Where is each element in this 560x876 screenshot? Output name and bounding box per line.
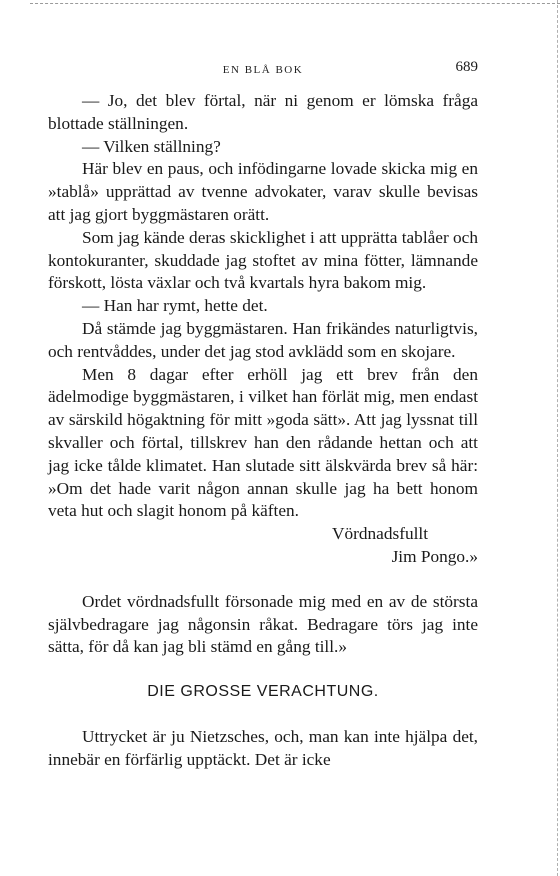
running-title: EN BLÅ BOK	[222, 64, 304, 76]
paragraph: Ordet vördnadsfullt försonade mig med en av de största självbedragare jag någonsin råkat. Bedragare törs jag inte sätta, för då kan jag bli stämd en gång till.»	[48, 591, 478, 657]
page-number: 689	[455, 59, 478, 75]
page-top-border	[30, 3, 560, 4]
letter-closing: Vördnadsfullt	[332, 524, 428, 544]
paragraph: Men 8 dagar efter erhöll jag ett brev från den ädelmodige byggmästaren, i vilket han förlät mig, men endast av särskild högaktning för mitt »goda sätt». Att jag lyssnat till skvaller och förtal, tillskrev han den rådande hettan och att jag icke tålde klimatet. Han slutade sitt älskvärda brev så här: »Om det hade varit någon annan skulle jag ha bett honom veta hut och slagit honom på käften.	[48, 364, 478, 521]
letter-signature: Jim Pongo.»	[391, 546, 478, 566]
paragraph: Uttrycket är ju Nietzsches, och, man kan inte hjälpa det, innebär en förfärlig upptäckt. Det är icke	[48, 726, 478, 769]
paragraph: — Han har rymt, hette det.	[82, 296, 268, 316]
page-header	[48, 58, 478, 82]
spacer	[48, 659, 478, 681]
paragraph: Här blev en paus, och infödingarne lovade skicka mig en »tablå» upprättad av tvenne advokater, varav skulle bevisas att jag gjort byggmästaren orätt.	[48, 159, 478, 224]
paragraph: — Jo, det blev förtal, när ni genom er lömska fråga blottade ställningen.	[48, 91, 478, 133]
page-right-border	[557, 0, 558, 876]
section-title: DIE GROSSE VERACHTUNG.	[147, 683, 379, 701]
paragraph: Som jag kände deras skicklighet i att upprätta tablåer och kontokuranter, skuddade jag stoftet av mina fötter, lämnande förskott, lösta växlar och två kvartals hyra bakom mig.	[48, 227, 478, 293]
spacer	[48, 704, 478, 726]
paragraph: Då stämde jag byggmästaren. Han frikändes naturligtvis, och rentvåddes, under det jag stod avklädd som en skojare.	[48, 318, 478, 361]
page-body	[48, 90, 478, 772]
spacer	[48, 569, 478, 591]
paragraph: — Vilken ställning?	[82, 136, 221, 156]
